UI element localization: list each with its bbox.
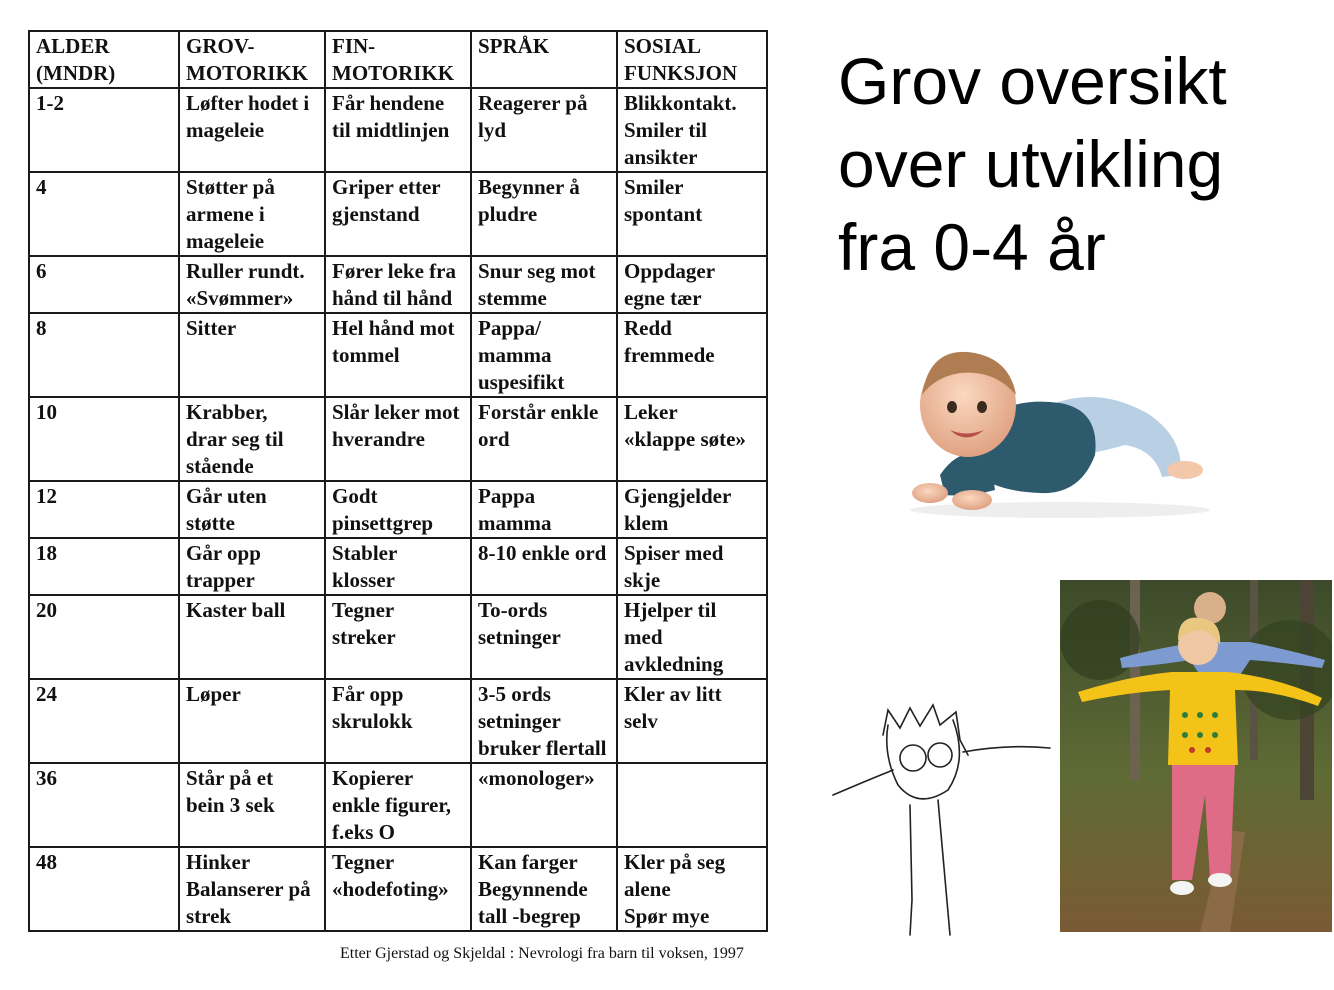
table-cell: Får opp skrulokk — [325, 679, 471, 763]
table-cell: Slår leker mot hverandre — [325, 397, 471, 481]
table-cell: «monologer» — [471, 763, 617, 847]
table-cell: Støtter på armene i mageleie — [179, 172, 325, 256]
table-cell: Blikkontakt. Smiler til ansikter — [617, 88, 767, 172]
table-cell: Griper etter gjenstand — [325, 172, 471, 256]
children-photo — [1060, 580, 1332, 932]
column-header: GROV- MOTORIKK — [179, 31, 325, 88]
table-header — [29, 31, 767, 88]
baby-photo — [900, 315, 1220, 525]
table-row — [29, 88, 767, 172]
table-row — [29, 679, 767, 763]
table-cell: Redd fremmede — [617, 313, 767, 397]
child-drawing — [828, 700, 1053, 945]
age-cell: 48 — [29, 847, 179, 931]
age-cell: 20 — [29, 595, 179, 679]
table-row — [29, 538, 767, 595]
table-cell: Hinker Balanserer på strek — [179, 847, 325, 931]
table-cell: Snur seg mot stemme — [471, 256, 617, 313]
table-cell: Leker «klappe søte» — [617, 397, 767, 481]
development-table — [28, 30, 768, 932]
age-cell: 8 — [29, 313, 179, 397]
age-cell: 1-2 — [29, 88, 179, 172]
table-row — [29, 763, 767, 847]
table-cell: Går opp trapper — [179, 538, 325, 595]
table-cell — [617, 763, 767, 847]
column-header: FIN- MOTORIKK — [325, 31, 471, 88]
column-header: ALDER (MNDR) — [29, 31, 179, 88]
table-row — [29, 847, 767, 931]
table-cell: Pappa mamma — [471, 481, 617, 538]
table-cell: Kan farger Begynnende tall -begrep — [471, 847, 617, 931]
table-cell: Smiler spontant — [617, 172, 767, 256]
table-cell: Reagerer på lyd — [471, 88, 617, 172]
table-body — [29, 88, 767, 931]
age-cell: 24 — [29, 679, 179, 763]
page-title: Grov oversikt over utvikling fra 0-4 år — [838, 44, 1227, 284]
age-cell: 10 — [29, 397, 179, 481]
column-header: SPRÅK — [471, 31, 617, 88]
table-row — [29, 313, 767, 397]
table-cell: 8-10 enkle ord — [471, 538, 617, 595]
table-cell: Går uten støtte — [179, 481, 325, 538]
table-cell: Løfter hodet i mageleie — [179, 88, 325, 172]
table-cell: Kler av litt selv — [617, 679, 767, 763]
table-cell: Kaster ball — [179, 595, 325, 679]
table-cell: Står på et bein 3 sek — [179, 763, 325, 847]
age-cell: 6 — [29, 256, 179, 313]
table-cell: Kler på seg alene Spør mye — [617, 847, 767, 931]
table-cell: Tegner streker — [325, 595, 471, 679]
table-cell: Ruller rundt. «Svømmer» — [179, 256, 325, 313]
table-cell: Sitter — [179, 313, 325, 397]
table-row — [29, 595, 767, 679]
table-cell: Godt pinsettgrep — [325, 481, 471, 538]
table-row — [29, 481, 767, 538]
table-row — [29, 256, 767, 313]
header-row — [29, 31, 767, 88]
table-row — [29, 172, 767, 256]
age-cell: 36 — [29, 763, 179, 847]
table-cell: Forstår enkle ord — [471, 397, 617, 481]
table-cell: Oppdager egne tær — [617, 256, 767, 313]
table-cell: Spiser med skje — [617, 538, 767, 595]
table-row — [29, 397, 767, 481]
table-cell: Pappa/ mamma uspesifikt — [471, 313, 617, 397]
table-cell: Løper — [179, 679, 325, 763]
age-cell: 18 — [29, 538, 179, 595]
table-cell: Hjelper til med avkledning — [617, 595, 767, 679]
table-cell: Krabber, drar seg til stående — [179, 397, 325, 481]
table-cell: Får hendene til midtlinjen — [325, 88, 471, 172]
table-cell: Gjengjelder klem — [617, 481, 767, 538]
table-cell: Begynner å pludre — [471, 172, 617, 256]
column-header: SOSIAL FUNKSJON — [617, 31, 767, 88]
table-cell: 3-5 ords setninger bruker flertall — [471, 679, 617, 763]
table-cell: To-ords setninger — [471, 595, 617, 679]
table-cell: Stabler klosser — [325, 538, 471, 595]
table-cell: Kopierer enkle figurer, f.eks O — [325, 763, 471, 847]
table-cell: Fører leke fra hånd til hånd — [325, 256, 471, 313]
table-cell: Tegner «hodefoting» — [325, 847, 471, 931]
age-cell: 12 — [29, 481, 179, 538]
source-citation: Etter Gjerstad og Skjeldal : Nevrologi fra barn til voksen, 1997 — [340, 945, 744, 962]
table-cell: Hel hånd mot tommel — [325, 313, 471, 397]
age-cell: 4 — [29, 172, 179, 256]
